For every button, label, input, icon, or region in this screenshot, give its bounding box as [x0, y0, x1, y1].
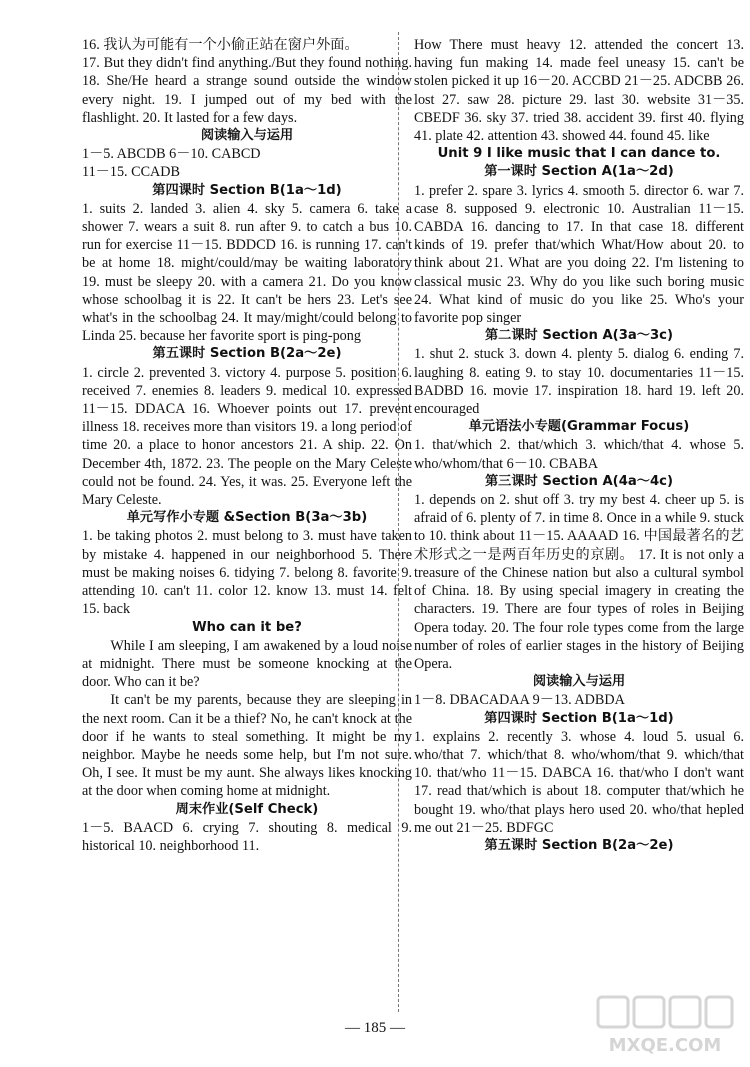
- section-heading: 单元语法小专题(Grammar Focus): [468, 419, 690, 435]
- section-heading: 周末作业(Self Check): [175, 801, 319, 817]
- answer-paragraph: 1. circle 2. prevented 3. victory 4. purpose 5. position 6. received 7. enemies 8. leaders 9. medical 10. expressed 11－15. DDACA 16. Whoever points out 17. prevent illness 18. receives more than visitors 19. a long period of time 20. a place to honor ancestors 21. A ship. 22. On December 4th, 1872. 23. The people on the Mary Celeste could not be found. 24. Yes, it was. 25. Everyone left the Mary Celeste.: [82, 364, 412, 509]
- answer-paragraph: 17. But they didn't find anything./But they found nothing. 18. She/He heard a strange sound outside the window every night. 19. I jumped out of my bed with the flashlight. 20. It lasted for a few days.: [82, 55, 412, 126]
- section-heading: Unit 9 I like music that I can dance to.: [437, 146, 721, 162]
- section-heading: 单元写作小专题 &Section B(3a～3b): [126, 510, 368, 526]
- answer-paragraph: 1. shut 2. stuck 3. down 4. plenty 5. dialog 6. ending 7. laughing 8. eating 9. to stay 10. documentaries 11－15. BADBD 16. movie 17. inspiration 18. hard 19. left 20. encouraged: [414, 346, 744, 418]
- column-divider: [398, 32, 399, 1012]
- section-heading: 第二课时 Section A(3a～3c): [485, 328, 673, 344]
- answer-paragraph: How There must heavy 12. attended the concert 13. having fun making 14. made feel uneasy 15. can't be stolen picked it up 16－20. ACCBD 21－25. ADCBB 26. lost 27. saw 28. picture 29. last 30. website 31－35. CBEDF 36. sky 37. tried 38. accident 39. first 40. flying 41. plate 42. attention 43. showed 44. found 45. like: [414, 37, 744, 145]
- right-column: [414, 36, 744, 855]
- answer-paragraph: 1. explains 2. recently 3. whose 4. loud 5. usual 6. who/that 7. which/that 8. who/whom/that 9. which/that 10. that/who 11－15. DABCA 16. that/who I don't want 17. read that/which is about 18. computer that/which he bought 19. who/that plays hero used 20. who/that hepled me out 21－25. BDFGC: [414, 728, 744, 836]
- answer-paragraph: 1. that/which 2. that/which 3. which/that 4. whose 5. who/whom/that 6－10. CBABA: [414, 437, 744, 472]
- section-heading: 第五课时 Section B(2a～2e): [484, 837, 674, 853]
- answer-paragraph: 1. be taking photos 2. must belong to 3. must have taken by mistake 4. happened in our neighborhood 5. There must be making noises 6. tidying 7. belong 8. favorite 9. attending 10. can't 11. color 12. know 13. must 14. felt 15. back: [82, 528, 412, 618]
- section-heading: 第一课时 Section A(1a～2d): [484, 164, 674, 180]
- section-heading: 第三课时 Section A(4a～4c): [485, 473, 673, 489]
- answer-paragraph: 11－15. CCADB: [82, 164, 181, 181]
- answer-paragraph: 1－8. DBACADAA 9－13. ADBDA: [414, 692, 625, 709]
- section-heading: 第五课时 Section B(2a～2e): [152, 346, 342, 362]
- answer-paragraph: 1. depends on 2. shut off 3. try my best 4. cheer up 5. is afraid of 6. plenty of 7. in time 8. Once in a while 9. stuck to 10. think about 11－15. AAAAD 16. 中国最著名的艺术形式之一是两百年历史的京剧。 17. It is not only a treasure of the Chinese nation but also a cultural symbol of China. 18. By using special imagery in creating the characters. 19. There are four types of roles in Beijing Opera today. 20. The four role types come from the large number of roles of earlier stages in the history of Beijing Opera.: [414, 492, 744, 672]
- answer-paragraph: 1. suits 2. landed 3. alien 4. sky 5. camera 6. take a shower 7. wears a suit 8. run after 9. to catch a bus 10. run for exercise 11－15. BDDCD 16. is running 17. can't be at home 18. might/could/may be waiting laboratory 19. must be sleepy 20. with a camera 21. Do you know whose schoolbag it is 22. It can't be hers 23. Let's see what's in the schoolbag 24. It may/might/could belong to Linda 25. because her favorite sport is ping-pong: [82, 200, 412, 345]
- answer-paragraph: 1－5. ABCDB 6－10. CABCD: [82, 146, 261, 163]
- section-heading: 第四课时 Section B(1a～1d): [152, 182, 342, 198]
- answer-paragraph: 16. 我认为可能有一个小偷正站在窗户外面。: [82, 37, 359, 53]
- essay-paragraph: It can't be my parents, because they are sleeping in the next room. Can it be a thief? No, he can't knock at the door if he wants to steal something. It might be my neighbor. Maybe he needs some help, but I'm not sure. Oh, I see. It must be my aunt. She always likes knocking at the door when coming home at midnight.: [82, 692, 412, 800]
- section-heading: 阅读输入与运用: [532, 674, 626, 690]
- essay-paragraph: While I am sleeping, I am awakened by a loud noise at midnight. There must be someone knocking at the door. Who can it be?: [82, 637, 412, 691]
- page-number: — 185 —: [345, 1020, 405, 1036]
- section-heading: 第四课时 Section B(1a～1d): [484, 710, 674, 726]
- section-heading: 阅读输入与运用: [200, 128, 294, 144]
- left-column: [82, 36, 412, 855]
- section-heading: Who can it be?: [192, 619, 302, 635]
- answer-paragraph: 1. prefer 2. spare 3. lyrics 4. smooth 5. director 6. war 7. case 8. supposed 9. electronic 10. Australian 11－15. CABDA 16. dancing to 17. In that case 18. different kinds of 19. prefer that/which What/How about 20. to think about 21. What are you doing 22. I'm listening to classical music 23. Why do you like such boring music 24. What kind of music do you like 25. Who's your favorite pop singer: [414, 182, 744, 327]
- answer-paragraph: 1－5. BAACD 6. crying 7. shouting 8. medical 9. historical 10. neighborhood 11.: [82, 819, 412, 854]
- watermark-text: MXQE.COM: [608, 1035, 722, 1056]
